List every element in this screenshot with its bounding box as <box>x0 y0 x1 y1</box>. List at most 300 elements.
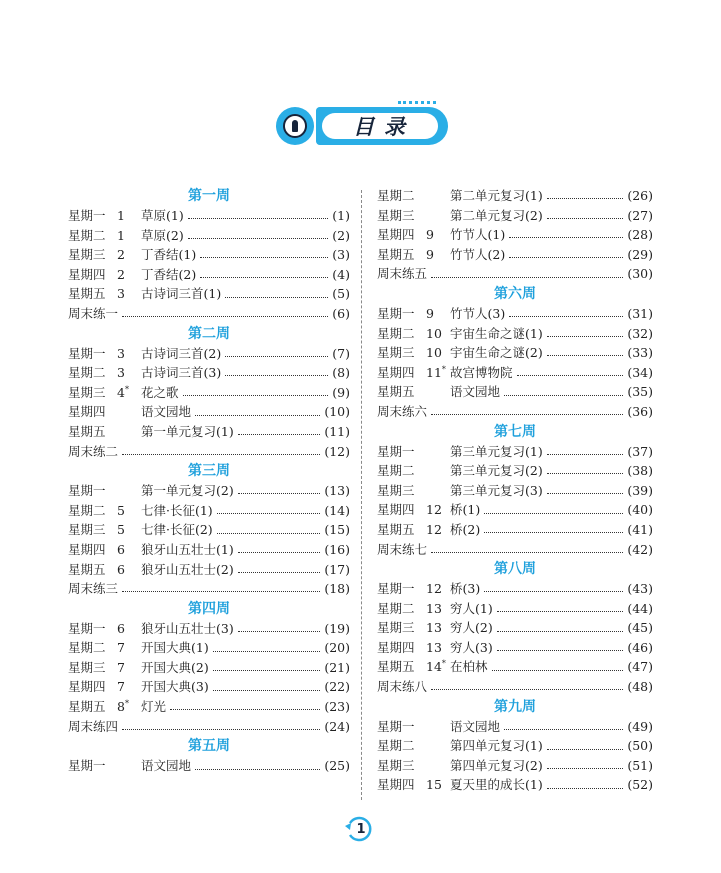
dot-leader <box>484 532 623 533</box>
week-title: 第九周 <box>494 698 536 715</box>
extended-reading-star: * <box>124 384 129 394</box>
toc-lesson-title: 宇宙生命之谜(1) <box>450 325 543 341</box>
toc-lesson-title: 草原(1) <box>141 208 184 223</box>
toc-lesson-title: 语文园地 <box>450 718 501 734</box>
lesson-number-text: 1 <box>117 227 125 243</box>
toc-day: 星期四 <box>377 227 415 243</box>
toc-row <box>377 382 653 402</box>
toc-row <box>377 657 653 677</box>
toc-lesson-title: 花之歌 <box>141 384 179 400</box>
toc-page-number: (26) <box>627 188 653 203</box>
dot-leader <box>238 572 321 573</box>
toc-lesson-number <box>426 500 450 520</box>
dot-leader <box>238 631 321 632</box>
toc-day: 星期一 <box>68 208 106 223</box>
toc-day: 星期五 <box>377 384 415 400</box>
toc-day: 周末练八 <box>377 679 428 695</box>
toc-lesson-number <box>426 245 450 265</box>
dot-leader <box>213 690 321 691</box>
toc-page-number: (47) <box>627 659 653 675</box>
toc-day: 星期四 <box>377 502 415 518</box>
toc-day: 周末练七 <box>377 541 428 557</box>
lesson-number-text: 2 <box>117 247 125 263</box>
toc-day: 星期二 <box>68 365 106 381</box>
toc-lesson-title: 丁香结(2) <box>141 266 197 282</box>
header-title-badge <box>316 107 448 145</box>
toc-row <box>68 697 350 717</box>
toc-day: 周末练四 <box>68 718 119 734</box>
toc-row <box>377 717 653 737</box>
toc-row <box>377 599 653 619</box>
toc-row <box>377 343 653 363</box>
dot-leader <box>431 414 623 415</box>
toc-lesson-title: 第四单元复习(2) <box>450 757 543 773</box>
dot-leader <box>213 651 321 652</box>
toc-lesson-number <box>426 324 450 344</box>
dot-leader <box>547 788 624 789</box>
toc-lesson-number <box>117 501 141 521</box>
toc-row <box>377 245 653 265</box>
toc-row <box>377 304 653 324</box>
toc-row <box>68 619 350 639</box>
lesson-number-text: 3 <box>117 345 125 361</box>
lesson-number-text: 10 <box>426 345 442 361</box>
toc-lesson-title: 竹节人(2) <box>450 246 506 262</box>
toc-page-number: (23) <box>324 699 350 715</box>
toc-page-number: (37) <box>627 443 653 459</box>
weekend-practice-row <box>377 677 653 697</box>
toc-row <box>377 579 653 599</box>
toc-day: 星期二 <box>377 325 415 341</box>
dot-leader <box>213 670 321 671</box>
toc-row <box>68 520 350 540</box>
toc-page-number: (30) <box>627 266 653 282</box>
toc-day: 周末练二 <box>68 443 119 459</box>
toc-lesson-title: 第一单元复习(1) <box>141 423 234 439</box>
toc-lesson-title: 开国大典(2) <box>141 659 209 675</box>
lesson-number-text: 13 <box>426 600 442 616</box>
toc-lesson-title: 第二单元复习(2) <box>450 207 543 223</box>
toc-page-number: (1) <box>332 208 350 223</box>
toc-lesson-title: 丁香结(1) <box>141 247 197 263</box>
toc-page-number: (49) <box>627 718 653 734</box>
toc-page-number: (3) <box>332 247 350 263</box>
weekend-practice-row <box>377 402 653 422</box>
dot-leader <box>484 591 623 592</box>
lesson-number-text: 11 <box>426 364 442 380</box>
toc-lesson-title: 第二单元复习(1) <box>450 188 543 203</box>
toc-page-number: (16) <box>324 541 350 557</box>
toc-page-number: (24) <box>324 718 350 734</box>
toc-row <box>377 756 653 776</box>
toc-lesson-number <box>426 618 450 638</box>
dot-leader <box>547 198 624 199</box>
toc-day: 星期五 <box>377 521 415 537</box>
dot-leader <box>509 316 623 317</box>
toc-lesson-title: 桥(1) <box>450 502 481 518</box>
toc-lesson-title: 第三单元复习(2) <box>450 463 543 479</box>
toc-day: 星期二 <box>68 227 106 243</box>
dot-leader <box>547 493 624 494</box>
toc-page-number: (11) <box>324 423 350 439</box>
toc-row <box>68 677 350 697</box>
lesson-number-text: 3 <box>117 286 125 302</box>
toc-lesson-number <box>117 226 141 246</box>
toc-row <box>68 422 350 442</box>
toc-lesson-number <box>117 245 141 265</box>
toc-day: 星期二 <box>68 502 106 518</box>
toc-lesson-title: 桥(3) <box>450 581 481 597</box>
dot-leader <box>509 237 623 238</box>
toc-row <box>68 245 350 265</box>
toc-page-number: (51) <box>627 757 653 773</box>
toc-lesson-title: 狼牙山五壮士(2) <box>141 561 234 577</box>
toc-row <box>377 481 653 501</box>
toc-row <box>68 383 350 403</box>
toc-day: 星期四 <box>377 639 415 655</box>
toc-day: 星期三 <box>68 247 106 263</box>
toc-row <box>377 225 653 245</box>
toc-lesson-title: 开国大典(3) <box>141 679 209 695</box>
toc-lesson-number <box>117 383 141 403</box>
toc-lesson-title: 在柏林 <box>450 659 488 675</box>
week-title: 第四周 <box>188 600 230 617</box>
toc-lesson-title: 古诗词三首(3) <box>141 365 222 381</box>
header-lock-icon <box>276 107 314 145</box>
toc-day: 星期四 <box>68 679 106 695</box>
dot-leader <box>497 611 624 612</box>
page-number-badge <box>344 816 374 842</box>
toc-lesson-number <box>117 560 141 580</box>
toc-lesson-title: 穷人(3) <box>450 639 493 655</box>
week-title: 第三周 <box>188 463 230 480</box>
toc-row <box>377 500 653 520</box>
toc-day: 周末练六 <box>377 403 428 419</box>
toc-page-number: (35) <box>627 384 653 400</box>
toc-lesson-number <box>117 265 141 285</box>
dot-leader <box>238 552 321 553</box>
toc-page-number: (20) <box>324 640 350 656</box>
toc-day: 星期五 <box>68 286 106 302</box>
dot-leader <box>225 297 328 298</box>
toc-lesson-title: 七律·长征(2) <box>141 522 213 538</box>
toc-lesson-number <box>426 579 450 599</box>
toc-page-number: (21) <box>324 659 350 675</box>
toc-page-number: (32) <box>627 325 653 341</box>
toc-lesson-title: 语文园地 <box>141 404 192 420</box>
toc-row <box>68 638 350 658</box>
toc-lesson-number <box>426 304 450 324</box>
toc-day: 星期一 <box>68 620 106 636</box>
lesson-number-text: 9 <box>426 246 434 262</box>
toc-day: 星期四 <box>68 266 106 282</box>
toc-page-number: (4) <box>332 266 350 282</box>
lesson-number-text: 12 <box>426 581 442 597</box>
toc-page-number: (10) <box>324 404 350 420</box>
toc-day: 星期三 <box>68 659 106 675</box>
toc-day: 星期三 <box>377 345 415 361</box>
toc-lesson-number <box>117 206 141 226</box>
toc-day: 星期一 <box>377 443 415 459</box>
toc-lesson-title: 第一单元复习(2) <box>141 483 234 499</box>
toc-day: 星期四 <box>377 364 415 380</box>
lesson-number-text: 9 <box>426 305 434 321</box>
dot-leader <box>188 218 329 219</box>
toc-lesson-number <box>426 520 450 540</box>
toc-row <box>377 206 653 226</box>
lesson-number-text: 6 <box>117 561 125 577</box>
weekend-practice-row <box>68 442 350 462</box>
toc-lesson-title: 语文园地 <box>450 384 501 400</box>
dot-leader <box>431 689 623 690</box>
toc-lesson-title: 开国大典(1) <box>141 640 209 656</box>
dot-leader <box>122 454 320 455</box>
toc-lesson-title: 故宫博物院 <box>450 364 513 380</box>
toc-day: 星期二 <box>377 600 415 616</box>
toc-lesson-number <box>426 775 450 795</box>
lesson-number-text: 1 <box>117 208 125 223</box>
dot-leader <box>122 729 320 730</box>
toc-day: 星期五 <box>377 246 415 262</box>
dot-leader <box>183 395 329 396</box>
toc-row <box>377 520 653 540</box>
toc-day: 星期三 <box>377 482 415 498</box>
week-title: 第七周 <box>494 423 536 440</box>
weekend-practice-row <box>377 264 653 284</box>
lesson-number-text: 13 <box>426 620 442 636</box>
lesson-number-text: 15 <box>426 777 442 793</box>
toc-day: 星期四 <box>68 404 106 420</box>
toc-day: 周末练三 <box>68 581 119 597</box>
dot-leader <box>217 513 321 514</box>
lesson-number-text: 4 <box>117 384 125 400</box>
dot-leader <box>547 355 624 356</box>
toc-page-number: (41) <box>627 521 653 537</box>
dot-leader <box>431 552 623 553</box>
toc-day: 星期一 <box>68 483 106 499</box>
toc-day: 星期三 <box>68 384 106 400</box>
toc-day: 星期二 <box>377 463 415 479</box>
toc-page-number: (19) <box>324 620 350 636</box>
week-title: 第六周 <box>494 285 536 302</box>
dot-leader <box>504 395 623 396</box>
toc-day: 星期五 <box>68 699 106 715</box>
toc-page-number: (7) <box>332 345 350 361</box>
toc-lesson-number <box>117 540 141 560</box>
toc-page-number: (36) <box>627 403 653 419</box>
toc-day: 星期四 <box>377 777 415 793</box>
toc-row <box>68 265 350 285</box>
toc-page-number: (34) <box>627 364 653 380</box>
toc-page-number: (39) <box>627 482 653 498</box>
toc-lesson-number <box>117 363 141 383</box>
toc-lesson-title: 第四单元复习(1) <box>450 738 543 754</box>
dot-leader <box>547 336 624 337</box>
dot-leader <box>517 375 624 376</box>
dot-leader <box>195 415 320 416</box>
lesson-number-text: 7 <box>117 659 125 675</box>
dot-leader <box>238 493 321 494</box>
dot-leader <box>497 631 624 632</box>
toc-row <box>377 638 653 658</box>
dot-leader <box>547 218 624 219</box>
toc-page-number: (38) <box>627 463 653 479</box>
toc-day: 星期二 <box>68 640 106 656</box>
toc-lesson-title: 竹节人(3) <box>450 305 506 321</box>
toc-lesson-number <box>426 363 450 383</box>
dot-leader <box>195 769 320 770</box>
extended-reading-star: * <box>441 364 446 374</box>
toc-lesson-number <box>117 697 141 717</box>
toc-page-number: (29) <box>627 246 653 262</box>
toc-page-number: (15) <box>324 522 350 538</box>
toc-page-number: (33) <box>627 345 653 361</box>
weekend-practice-row <box>68 717 350 737</box>
toc-lesson-number <box>117 638 141 658</box>
toc-day: 星期一 <box>377 305 415 321</box>
toc-row <box>68 226 350 246</box>
toc-lesson-title: 灯光 <box>141 699 167 715</box>
toc-page-number: (44) <box>627 600 653 616</box>
toc-day: 星期五 <box>377 659 415 675</box>
weekend-practice-row <box>68 579 350 599</box>
toc-row <box>377 442 653 462</box>
toc-page-number: (12) <box>324 443 350 459</box>
dot-leader <box>200 277 328 278</box>
lesson-number-text: 3 <box>117 365 125 381</box>
toc-lesson-title: 竹节人(1) <box>450 227 506 243</box>
toc-day: 星期二 <box>377 738 415 754</box>
toc-lesson-title: 狼牙山五壮士(3) <box>141 620 234 636</box>
lesson-number-text: 12 <box>426 502 442 518</box>
week-title: 第八周 <box>494 561 536 578</box>
toc-lesson-title: 古诗词三首(1) <box>141 286 222 302</box>
toc-page-number: (17) <box>324 561 350 577</box>
lesson-number-text: 2 <box>117 266 125 282</box>
toc-lesson-number <box>426 225 450 245</box>
extended-reading-star: * <box>124 699 129 709</box>
dot-leader <box>225 356 328 357</box>
page-title: 目录 <box>322 113 438 139</box>
page-number: 1 <box>356 821 366 837</box>
dot-leader <box>225 375 328 376</box>
toc-day: 周末练一 <box>68 305 119 321</box>
dot-leader <box>200 257 328 258</box>
toc-row <box>68 501 350 521</box>
toc-lesson-title: 草原(2) <box>141 227 184 243</box>
toc-row <box>68 756 350 776</box>
toc-day: 星期四 <box>68 541 106 557</box>
toc-row <box>377 186 653 206</box>
toc-row <box>68 402 350 422</box>
lesson-number-text: 7 <box>117 640 125 656</box>
weekend-practice-row <box>377 540 653 560</box>
dot-leader <box>504 729 623 730</box>
toc-day: 星期三 <box>377 207 415 223</box>
toc-row <box>68 284 350 304</box>
toc-day: 星期一 <box>68 345 106 361</box>
toc-day: 星期五 <box>68 561 106 577</box>
toc-page-number: (31) <box>627 305 653 321</box>
toc-lesson-number <box>426 343 450 363</box>
toc-row <box>68 363 350 383</box>
toc-page-number: (43) <box>627 581 653 597</box>
toc-page-number: (42) <box>627 541 653 557</box>
toc-day: 星期一 <box>68 758 106 774</box>
toc-page-number: (13) <box>324 483 350 499</box>
toc-page-number: (48) <box>627 679 653 695</box>
dot-leader <box>509 257 623 258</box>
toc-row <box>68 206 350 226</box>
dot-leader <box>431 277 623 278</box>
toc-right-column <box>377 186 653 795</box>
lesson-number-text: 9 <box>426 227 434 243</box>
dot-leader <box>217 533 321 534</box>
dot-leader <box>170 709 320 710</box>
toc-lesson-number <box>117 284 141 304</box>
toc-page-number: (22) <box>324 679 350 695</box>
dot-leader <box>188 238 329 239</box>
lesson-number-text: 13 <box>426 639 442 655</box>
toc-lesson-title: 第三单元复习(3) <box>450 482 543 498</box>
toc-page-number: (8) <box>332 365 350 381</box>
lesson-number-text: 8 <box>117 699 125 715</box>
dot-leader <box>547 749 624 750</box>
toc-day: 星期二 <box>377 188 415 203</box>
toc-row <box>68 540 350 560</box>
dot-leader <box>122 316 328 317</box>
lesson-number-text: 7 <box>117 679 125 695</box>
toc-row <box>377 324 653 344</box>
toc-page-number: (25) <box>324 758 350 774</box>
toc-day: 星期三 <box>68 522 106 538</box>
toc-page-number: (40) <box>627 502 653 518</box>
extended-reading-star: * <box>441 659 446 669</box>
week-title: 第五周 <box>188 738 230 755</box>
toc-lesson-title: 穷人(1) <box>450 600 493 616</box>
toc-page-number: (2) <box>332 227 350 243</box>
dot-leader <box>122 591 320 592</box>
lesson-number-text: 12 <box>426 521 442 537</box>
toc-row <box>377 775 653 795</box>
toc-lesson-number <box>117 344 141 364</box>
dot-leader <box>547 454 624 455</box>
toc-page-number: (18) <box>324 581 350 597</box>
toc-day: 星期一 <box>377 581 415 597</box>
dot-leader <box>547 768 624 769</box>
toc-row <box>68 481 350 501</box>
toc-lesson-title: 第三单元复习(1) <box>450 443 543 459</box>
toc-page-number: (28) <box>627 227 653 243</box>
toc-lesson-number <box>117 520 141 540</box>
toc-page-number: (27) <box>627 207 653 223</box>
toc-page-number: (52) <box>627 777 653 793</box>
toc-left-column <box>68 186 350 776</box>
toc-lesson-number <box>426 657 450 677</box>
lesson-number-text: 6 <box>117 541 125 557</box>
toc-lesson-title: 语文园地 <box>141 758 192 774</box>
toc-lesson-number <box>117 619 141 639</box>
dot-leader <box>492 670 624 671</box>
toc-lesson-title: 穷人(2) <box>450 620 493 636</box>
column-divider <box>361 190 362 800</box>
toc-row <box>377 618 653 638</box>
toc-lesson-title: 宇宙生命之谜(2) <box>450 345 543 361</box>
toc-day: 星期三 <box>377 757 415 773</box>
toc-lesson-title: 七律·长征(1) <box>141 502 213 518</box>
toc-row <box>68 344 350 364</box>
toc-day: 星期三 <box>377 620 415 636</box>
